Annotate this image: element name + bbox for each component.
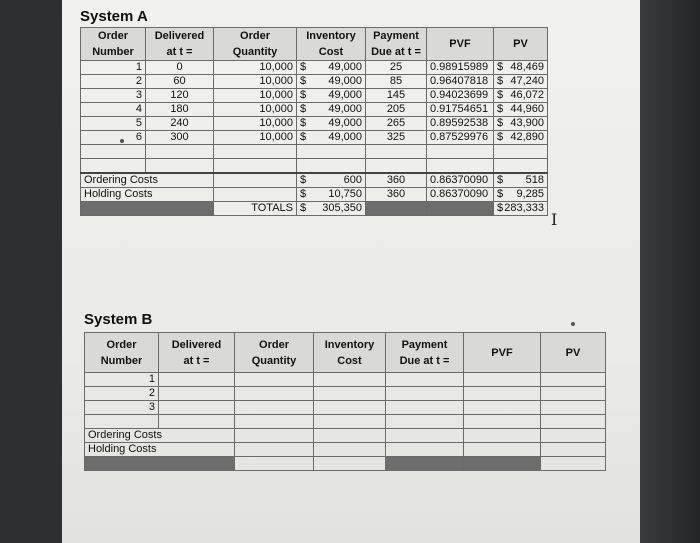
- delivered-at: 120: [146, 89, 214, 103]
- inventory-cost: $ 49,000: [297, 103, 366, 117]
- inventory-cost: $ 49,000: [297, 117, 366, 131]
- inventory-cost: $ 49,000: [297, 75, 366, 89]
- table-row: [85, 401, 606, 415]
- table-row: [81, 103, 548, 117]
- pv-value: $ 47,240: [494, 75, 548, 89]
- order-quantity: 10,000: [214, 75, 297, 89]
- ordering-costs-label: Ordering Costs: [81, 173, 214, 188]
- pen-mark: [571, 322, 575, 326]
- order-quantity: 10,000: [214, 131, 297, 145]
- order-number: 1: [81, 61, 146, 75]
- header-payment-due: Payment Due at t =: [366, 28, 427, 61]
- pv-value: $ 44,960: [494, 103, 548, 117]
- table-row: [85, 387, 606, 401]
- header-pvf: PVF: [464, 333, 541, 373]
- pvf-value: 0.91754651: [427, 103, 494, 117]
- table-row: [85, 373, 606, 387]
- header-delivered: Delivered at t =: [159, 333, 235, 373]
- ordering-cost-value: 600: [343, 174, 362, 186]
- holding-pvf: 0.86370090: [427, 188, 494, 202]
- pvf-value: 0.96407818: [427, 75, 494, 89]
- header-order-number: Order Number: [81, 28, 146, 61]
- holding-costs-label: Holding Costs: [81, 188, 214, 202]
- pvf-value: 0.94023699: [427, 89, 494, 103]
- table-row: [81, 75, 548, 89]
- order-number: 6: [81, 131, 146, 145]
- order-number: 5: [81, 117, 146, 131]
- header-delivered: Delivered at t =: [146, 28, 214, 61]
- header-inventory-cost: Inventory Cost: [314, 333, 386, 373]
- table-row: [81, 89, 548, 103]
- totals-row: TOTALS $ 305,350 $ 283,333: [81, 202, 548, 216]
- blank-row: [85, 415, 606, 429]
- payment-due: 145: [366, 89, 427, 103]
- delivered-at: 180: [146, 103, 214, 117]
- delivered-at: 300: [146, 131, 214, 145]
- holding-costs-label: Holding Costs: [85, 443, 235, 457]
- holding-costs-row: Holding Costs $ 10,750 360 0.86370090 $ 9,285: [81, 188, 548, 202]
- ordering-costs-label: Ordering Costs: [85, 429, 235, 443]
- table-row: [81, 61, 548, 75]
- header-pvf: PVF: [427, 28, 494, 61]
- pvf-value: 0.98915989: [427, 61, 494, 75]
- payment-due: 265: [366, 117, 427, 131]
- ordering-costs-row: Ordering Costs $ 600 360 0.86370090 $ 518: [81, 173, 548, 188]
- blank-row: [81, 145, 548, 159]
- header-order-number: Order Number: [85, 333, 159, 373]
- delivered-at: 240: [146, 117, 214, 131]
- text-cursor-icon: I: [551, 210, 558, 229]
- totals-cost: 305,350: [322, 202, 362, 214]
- header-payment-due: Payment Due at t =: [386, 333, 464, 373]
- pvf-value: 0.89592538: [427, 117, 494, 131]
- order-number: 3: [81, 89, 146, 103]
- pv-value: $ 42,890: [494, 131, 548, 145]
- inventory-cost: $ 49,000: [297, 131, 366, 145]
- holding-pv: 9,285: [516, 188, 544, 200]
- order-number: 2: [81, 75, 146, 89]
- ordering-costs-row: [85, 429, 606, 443]
- delivered-at: 0: [146, 61, 214, 75]
- order-number: 2: [85, 387, 159, 401]
- totals-row: [85, 457, 606, 471]
- system-a-title: System A: [80, 8, 148, 25]
- holding-due: 360: [366, 188, 427, 202]
- order-number: 1: [85, 373, 159, 387]
- order-quantity: 10,000: [214, 61, 297, 75]
- table-row: [81, 131, 548, 145]
- header-inventory-cost: Inventory Cost: [297, 28, 366, 61]
- pvf-value: 0.87529976: [427, 131, 494, 145]
- blank-row: [81, 159, 548, 174]
- totals-pv: 283,333: [504, 202, 544, 214]
- payment-due: 85: [366, 75, 427, 89]
- inventory-cost: $ 49,000: [297, 61, 366, 75]
- order-quantity: 10,000: [214, 89, 297, 103]
- system-a-header-row: [81, 28, 548, 61]
- ordering-pvf: 0.86370090: [427, 173, 494, 188]
- payment-due: 25: [366, 61, 427, 75]
- order-number: 3: [85, 401, 159, 415]
- system-b-header-row: [85, 333, 606, 373]
- header-order-quantity: Order Quantity: [214, 28, 297, 61]
- system-b-title: System B: [84, 311, 153, 328]
- pen-mark: [120, 139, 124, 143]
- payment-due: 325: [366, 131, 427, 145]
- pv-value: $ 46,072: [494, 89, 548, 103]
- order-quantity: 10,000: [214, 117, 297, 131]
- ordering-due: 360: [366, 173, 427, 188]
- system-a-table: [80, 27, 548, 216]
- header-pv: PV: [541, 333, 606, 373]
- system-b-table: [84, 332, 606, 471]
- header-pv: PV: [494, 28, 548, 61]
- pv-value: $ 43,900: [494, 117, 548, 131]
- table-row: [81, 117, 548, 131]
- totals-label: TOTALS: [214, 202, 297, 216]
- delivered-at: 60: [146, 75, 214, 89]
- ordering-pv: 518: [525, 174, 544, 186]
- holding-cost-value: 10,750: [328, 188, 362, 200]
- pv-value: $ 48,469: [494, 61, 548, 75]
- payment-due: 205: [366, 103, 427, 117]
- holding-costs-row: [85, 443, 606, 457]
- order-quantity: 10,000: [214, 103, 297, 117]
- header-order-quantity: Order Quantity: [235, 333, 314, 373]
- inventory-cost: $ 49,000: [297, 89, 366, 103]
- order-number: 4: [81, 103, 146, 117]
- background-edge: [640, 0, 700, 543]
